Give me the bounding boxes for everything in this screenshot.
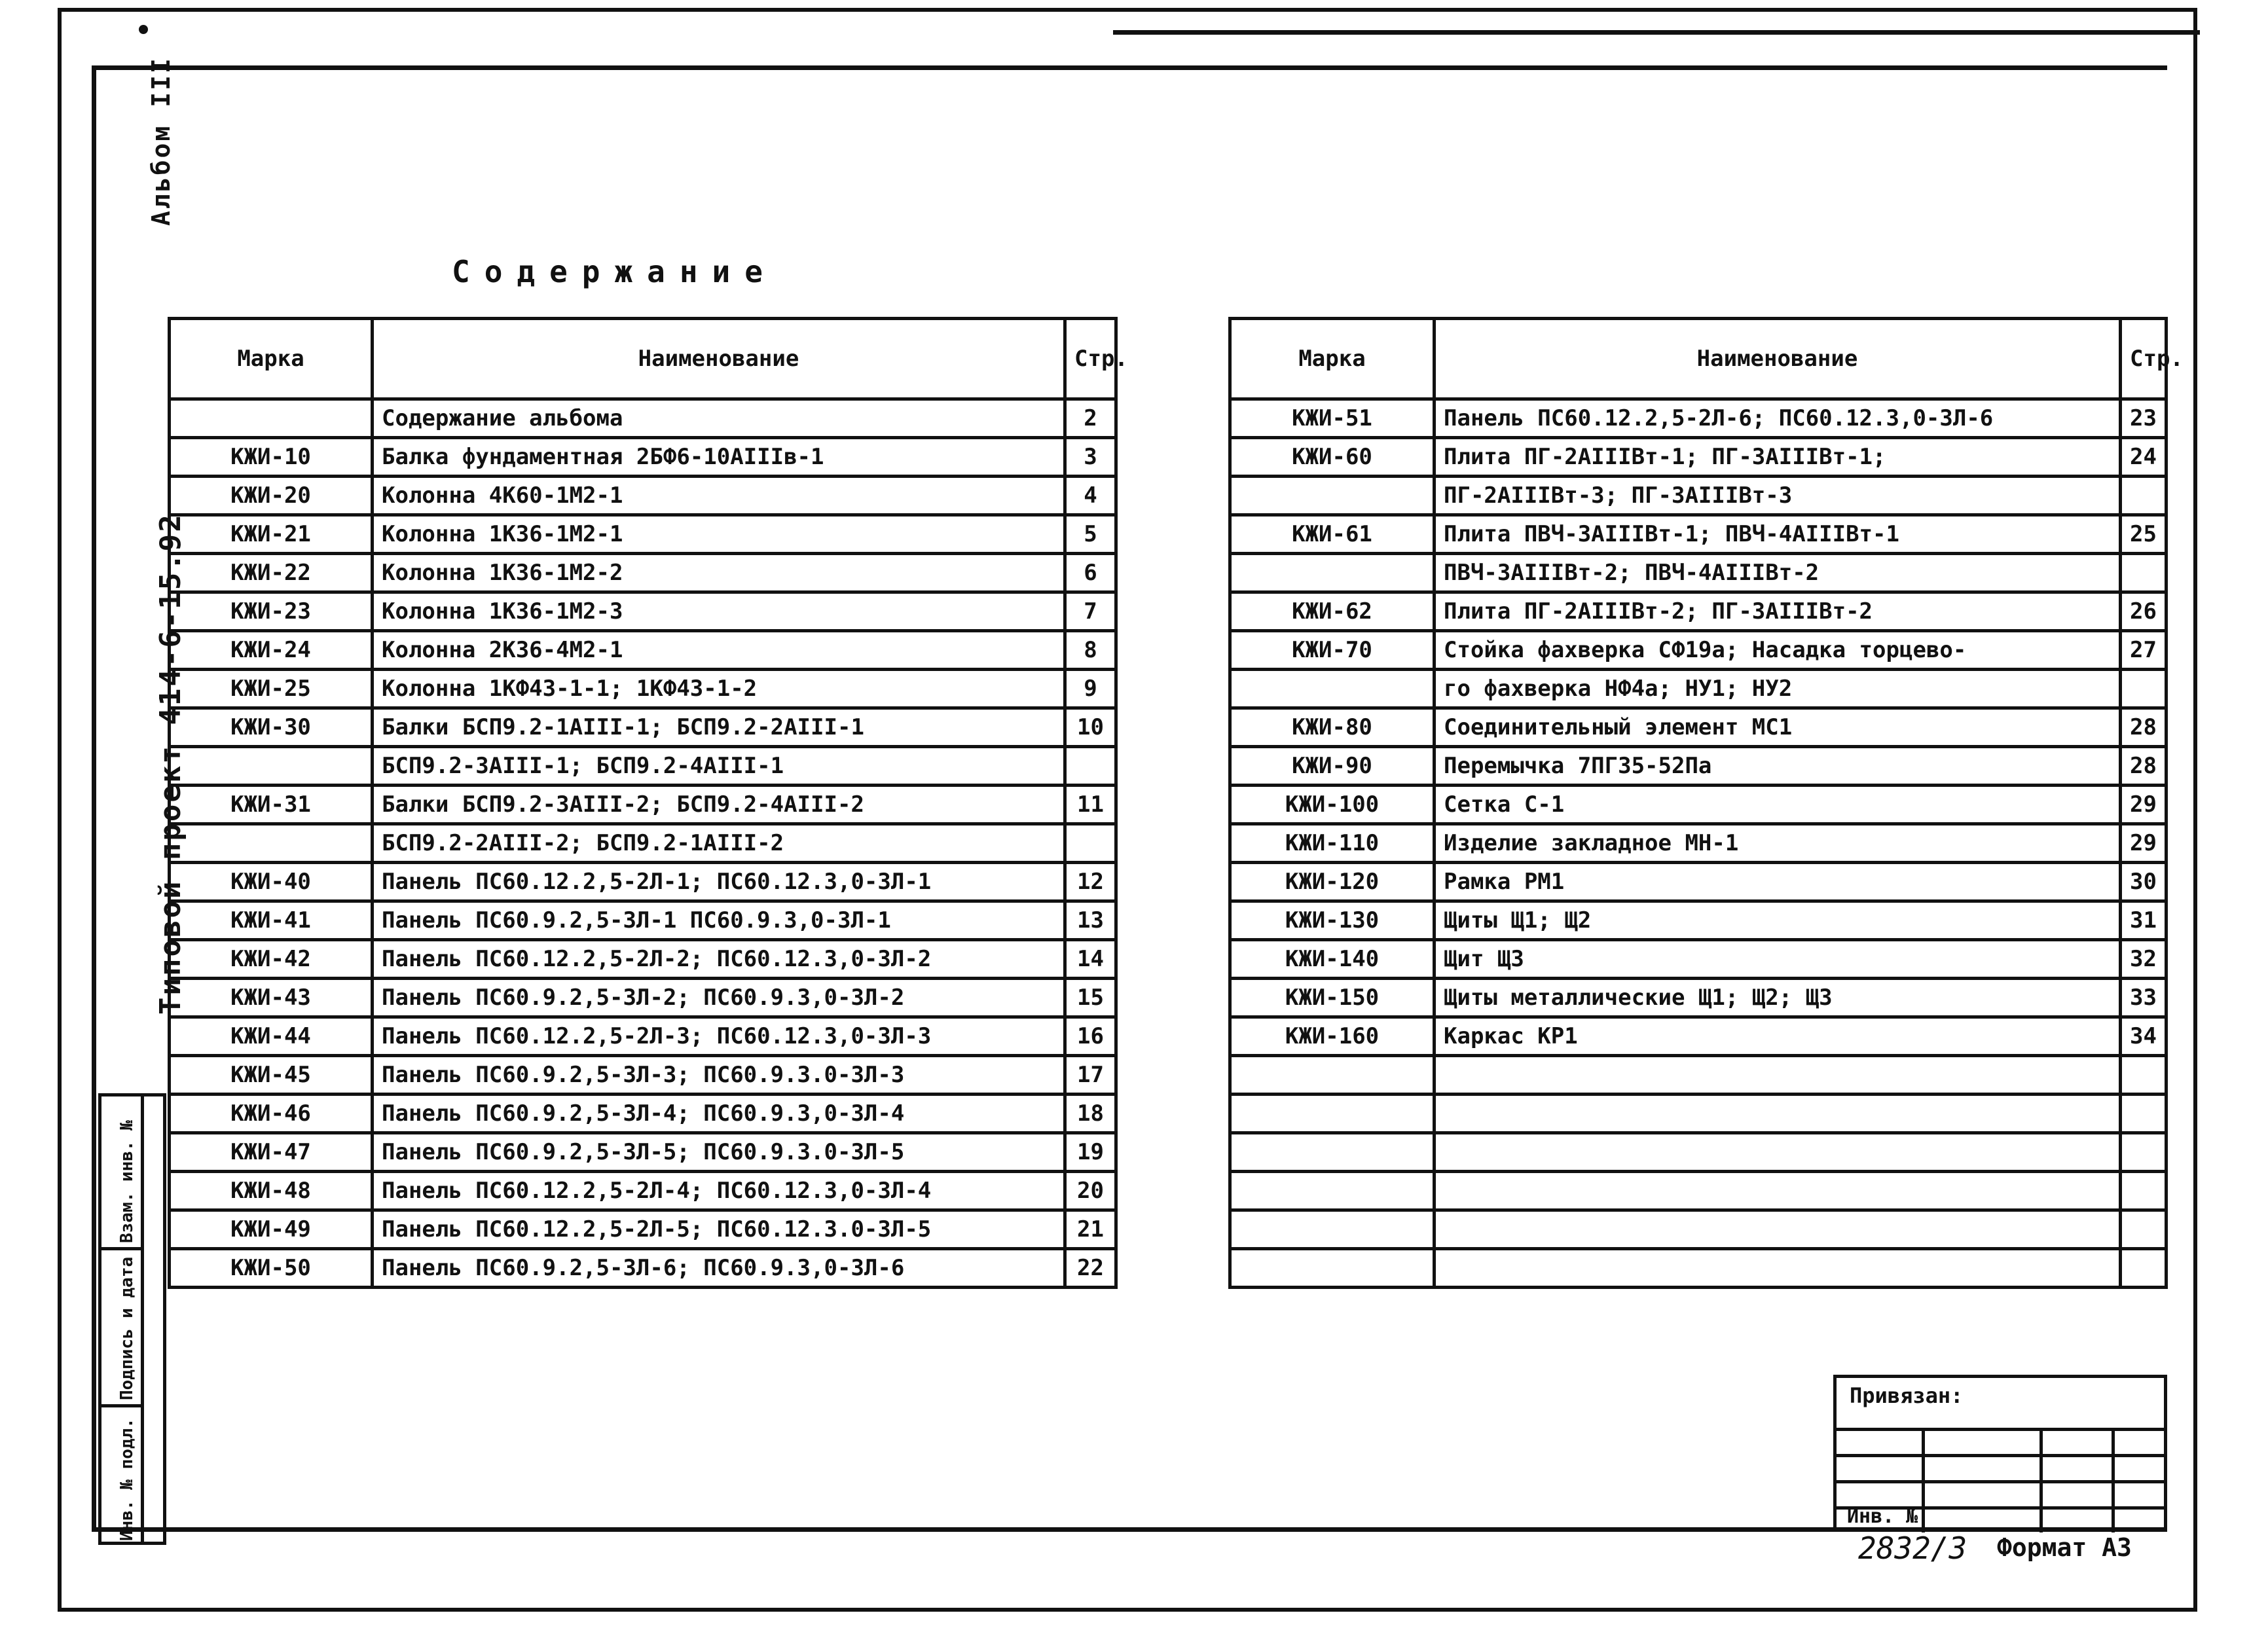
table-row — [1230, 1056, 2167, 1095]
header-name: Наименование — [1435, 319, 2121, 399]
row-page: 5 — [1065, 515, 1116, 554]
row-name: Панель ПС60.9.2,5-3Л-1 ПС60.9.3,0-3Л-1 — [373, 901, 1065, 940]
row-page: 31 — [2121, 901, 2167, 940]
row-page: 24 — [2121, 438, 2167, 477]
row-mark: КЖИ-50 — [170, 1249, 373, 1288]
row-name: Стойка фахверка СФ19а; Насадка торцево- — [1435, 631, 2121, 670]
table-row — [1230, 670, 2167, 708]
row-mark: КЖИ-49 — [170, 1210, 373, 1249]
row-page: 28 — [2121, 708, 2167, 747]
row-mark: КЖИ-100 — [1230, 786, 1435, 824]
album-label: Альбом III — [147, 56, 175, 226]
row-name: Колонна 1К36-1М2-3 — [373, 592, 1065, 631]
stamp-original-inv: Инв. № подл. — [117, 1418, 137, 1541]
row-mark: КЖИ-70 — [1230, 631, 1435, 670]
row-mark: КЖИ-51 — [1230, 399, 1435, 438]
table-row — [1230, 1172, 2167, 1210]
table-row — [170, 554, 1116, 592]
row-name: Панель ПС60.9.2,5-3Л-2; ПС60.9.3,0-3Л-2 — [373, 979, 1065, 1017]
row-mark: КЖИ-47 — [170, 1133, 373, 1172]
table-row — [170, 438, 1116, 477]
row-page: 29 — [2121, 824, 2167, 863]
row-page: 20 — [1065, 1172, 1116, 1210]
row-mark — [1230, 1249, 1435, 1288]
table-row — [170, 901, 1116, 940]
row-page: 9 — [1065, 670, 1116, 708]
table-row — [1230, 708, 2167, 747]
table-row — [1230, 1133, 2167, 1172]
table-row — [170, 399, 1116, 438]
table-row — [170, 1210, 1116, 1249]
row-page: 30 — [2121, 863, 2167, 901]
row-page: 28 — [2121, 747, 2167, 786]
row-mark: КЖИ-10 — [170, 438, 373, 477]
row-page: 19 — [1065, 1133, 1116, 1172]
row-mark: КЖИ-62 — [1230, 592, 1435, 631]
row-name: Колонна 1КФ43-1-1; 1КФ43-1-2 — [373, 670, 1065, 708]
stamp-signature-date: Подпись и дата — [117, 1256, 137, 1400]
table-row — [170, 515, 1116, 554]
row-mark — [1230, 1172, 1435, 1210]
table-row — [170, 786, 1116, 824]
row-page — [2121, 1249, 2167, 1288]
row-mark: КЖИ-21 — [170, 515, 373, 554]
table-row — [1230, 515, 2167, 554]
document-number: 2832/3 — [1858, 1531, 1967, 1566]
row-name: БСП9.2-2АIII-2; БСП9.2-1АIII-2 — [373, 824, 1065, 863]
table-row — [170, 477, 1116, 515]
row-page: 34 — [2121, 1017, 2167, 1056]
row-page — [1065, 747, 1116, 786]
table-row — [170, 940, 1116, 979]
row-mark — [1230, 1056, 1435, 1095]
table-row — [1230, 940, 2167, 979]
table-header-row — [170, 319, 1116, 399]
stamp-cell-replace — [101, 1096, 141, 1247]
table-row — [1230, 979, 2167, 1017]
header-mark: Марка — [170, 319, 373, 399]
project-label: Типовой проект 414-6-15.92 — [154, 513, 187, 1015]
table-row — [170, 1017, 1116, 1056]
table-row — [170, 1249, 1116, 1288]
row-mark: КЖИ-43 — [170, 979, 373, 1017]
table-row — [170, 863, 1116, 901]
binding-row-line — [1837, 1454, 2164, 1457]
header-mark: Марка — [1230, 319, 1435, 399]
row-mark: КЖИ-44 — [170, 1017, 373, 1056]
row-page: 21 — [1065, 1210, 1116, 1249]
row-page — [2121, 670, 2167, 708]
contents-table-right — [1228, 317, 2184, 1289]
row-mark — [170, 747, 373, 786]
stamp-cell-signature — [101, 1247, 141, 1404]
row-name — [1435, 1172, 2121, 1210]
row-name: Изделие закладное МН-1 — [1435, 824, 2121, 863]
header-name: Наименование — [373, 319, 1065, 399]
row-page: 27 — [2121, 631, 2167, 670]
binding-inv-label: Инв. № — [1847, 1505, 1918, 1528]
row-mark: КЖИ-25 — [170, 670, 373, 708]
table-row — [1230, 747, 2167, 786]
row-name: Содержание альбома — [373, 399, 1065, 438]
binding-row-line — [1837, 1480, 2164, 1483]
row-name: Балки БСП9.2-3АIII-2; БСП9.2-4АIII-2 — [373, 786, 1065, 824]
row-name: го фахверка НФ4а; НУ1; НУ2 — [1435, 670, 2121, 708]
row-name: БСП9.2-3АIII-1; БСП9.2-4АIII-1 — [373, 747, 1065, 786]
corner-mark — [139, 25, 148, 34]
binding-col-line — [2112, 1428, 2115, 1532]
row-name: Колонна 4К60-1М2-1 — [373, 477, 1065, 515]
table-row — [1230, 1017, 2167, 1056]
row-page: 33 — [2121, 979, 2167, 1017]
row-mark: КЖИ-120 — [1230, 863, 1435, 901]
row-name: Панель ПС60.9.2,5-3Л-4; ПС60.9.3,0-3Л-4 — [373, 1095, 1065, 1133]
table-row — [170, 1056, 1116, 1095]
table-row — [1230, 438, 2167, 477]
row-page: 29 — [2121, 786, 2167, 824]
row-page: 25 — [2121, 515, 2167, 554]
table-row — [170, 592, 1116, 631]
row-name — [1435, 1133, 2121, 1172]
row-name — [1435, 1210, 2121, 1249]
row-mark: КЖИ-130 — [1230, 901, 1435, 940]
contents-table-left — [168, 317, 1128, 1289]
table-row — [1230, 901, 2167, 940]
row-mark — [1230, 670, 1435, 708]
row-mark: КЖИ-22 — [170, 554, 373, 592]
row-name: Плита ПГ-2АIIIВт-1; ПГ-3АIIIВт-1; — [1435, 438, 2121, 477]
row-page: 32 — [2121, 940, 2167, 979]
table-row — [170, 708, 1116, 747]
format-label: Формат А3 — [1997, 1533, 2132, 1562]
table-row — [170, 670, 1116, 708]
row-mark: КЖИ-30 — [170, 708, 373, 747]
table-row — [1230, 1249, 2167, 1288]
table-row — [1230, 786, 2167, 824]
stamp-divider — [141, 1096, 144, 1542]
page-title: Содержание — [452, 254, 777, 289]
row-name: Колонна 1К36-1М2-2 — [373, 554, 1065, 592]
row-mark: КЖИ-61 — [1230, 515, 1435, 554]
table-row — [1230, 477, 2167, 515]
row-name: Панель ПС60.9.2,5-3Л-5; ПС60.9.3.0-3Л-5 — [373, 1133, 1065, 1172]
row-page: 10 — [1065, 708, 1116, 747]
row-name: Каркас КР1 — [1435, 1017, 2121, 1056]
binding-col-line — [2039, 1428, 2043, 1532]
table-row — [1230, 592, 2167, 631]
binding-label: Привязан: — [1850, 1383, 1964, 1408]
row-page: 12 — [1065, 863, 1116, 901]
row-page — [2121, 477, 2167, 515]
row-name: ПВЧ-3АIIIВт-2; ПВЧ-4АIIIВт-2 — [1435, 554, 2121, 592]
row-mark: КЖИ-40 — [170, 863, 373, 901]
row-mark: КЖИ-110 — [1230, 824, 1435, 863]
table-row — [1230, 1095, 2167, 1133]
row-name: Панель ПС60.12.2,5-2Л-5; ПС60.12.3.0-3Л-5 — [373, 1210, 1065, 1249]
row-name: Перемычка 7ПГ35-52Па — [1435, 747, 2121, 786]
row-page: 26 — [2121, 592, 2167, 631]
row-mark: КЖИ-60 — [1230, 438, 1435, 477]
row-mark — [1230, 1210, 1435, 1249]
table-row — [1230, 399, 2167, 438]
table-row — [1230, 631, 2167, 670]
row-name: Панель ПС60.9.2,5-3Л-3; ПС60.9.3.0-3Л-3 — [373, 1056, 1065, 1095]
binding-box — [1833, 1375, 2167, 1532]
row-page: 6 — [1065, 554, 1116, 592]
row-page — [2121, 1210, 2167, 1249]
row-mark — [170, 824, 373, 863]
row-page: 3 — [1065, 438, 1116, 477]
row-mark: КЖИ-41 — [170, 901, 373, 940]
row-mark: КЖИ-80 — [1230, 708, 1435, 747]
row-name — [1435, 1056, 2121, 1095]
row-page: 18 — [1065, 1095, 1116, 1133]
row-page: 8 — [1065, 631, 1116, 670]
row-name: Балки БСП9.2-1АIII-1; БСП9.2-2АIII-1 — [373, 708, 1065, 747]
row-mark: КЖИ-31 — [170, 786, 373, 824]
row-name: Соединительный элемент МС1 — [1435, 708, 2121, 747]
row-mark: КЖИ-140 — [1230, 940, 1435, 979]
row-mark: КЖИ-42 — [170, 940, 373, 979]
row-mark: КЖИ-24 — [170, 631, 373, 670]
table-row — [170, 824, 1116, 863]
table-row — [170, 1095, 1116, 1133]
binding-row-line — [1837, 1428, 2164, 1431]
table-row — [170, 1172, 1116, 1210]
row-page: 16 — [1065, 1017, 1116, 1056]
row-name: Щит Щ3 — [1435, 940, 2121, 979]
row-name: Панель ПС60.12.2,5-2Л-1; ПС60.12.3,0-3Л-1 — [373, 863, 1065, 901]
row-page: 15 — [1065, 979, 1116, 1017]
row-page — [2121, 554, 2167, 592]
row-name: Панель ПС60.12.2,5-2Л-4; ПС60.12.3,0-3Л-4 — [373, 1172, 1065, 1210]
row-mark: КЖИ-23 — [170, 592, 373, 631]
row-name: Панель ПС60.9.2,5-3Л-6; ПС60.9.3,0-3Л-6 — [373, 1249, 1065, 1288]
row-mark — [1230, 1095, 1435, 1133]
table-row — [1230, 863, 2167, 901]
row-mark — [1230, 554, 1435, 592]
row-name: Колонна 2К36-4М2-1 — [373, 631, 1065, 670]
row-page: 11 — [1065, 786, 1116, 824]
binding-col-line — [1922, 1428, 1925, 1532]
table-row — [170, 1133, 1116, 1172]
row-mark: КЖИ-160 — [1230, 1017, 1435, 1056]
row-page: 7 — [1065, 592, 1116, 631]
row-page: 13 — [1065, 901, 1116, 940]
row-page: 2 — [1065, 399, 1116, 438]
row-name: Щиты Щ1; Щ2 — [1435, 901, 2121, 940]
row-name — [1435, 1095, 2121, 1133]
row-page: 14 — [1065, 940, 1116, 979]
row-name: Колонна 1К36-1М2-1 — [373, 515, 1065, 554]
row-name: Панель ПС60.12.2,5-2Л-6; ПС60.12.3,0-3Л-6 — [1435, 399, 2121, 438]
row-mark: КЖИ-48 — [170, 1172, 373, 1210]
row-name: Балка фундаментная 2БФ6-10АIIIв-1 — [373, 438, 1065, 477]
row-name — [1435, 1249, 2121, 1288]
stamp-replace-inv: Взам. инв. № — [117, 1120, 137, 1243]
row-name: Сетка С-1 — [1435, 786, 2121, 824]
table-row — [1230, 554, 2167, 592]
row-name: ПГ-2АIIIВт-3; ПГ-3АIIIВт-3 — [1435, 477, 2121, 515]
top-border-line — [1113, 30, 2200, 35]
header-page: Стр. — [1065, 319, 1116, 399]
table-row — [170, 631, 1116, 670]
table-row — [170, 747, 1116, 786]
approval-stamp — [98, 1093, 166, 1545]
row-mark — [1230, 1133, 1435, 1172]
row-page: 22 — [1065, 1249, 1116, 1288]
row-name: Щиты металлические Щ1; Щ2; Щ3 — [1435, 979, 2121, 1017]
row-page: 23 — [2121, 399, 2167, 438]
table-row — [1230, 1210, 2167, 1249]
row-name: Плита ПГ-2АIIIВт-2; ПГ-3АIIIВт-2 — [1435, 592, 2121, 631]
row-mark: КЖИ-20 — [170, 477, 373, 515]
row-page: 17 — [1065, 1056, 1116, 1095]
row-page — [2121, 1056, 2167, 1095]
table-row — [1230, 824, 2167, 863]
row-mark — [170, 399, 373, 438]
table-row — [170, 979, 1116, 1017]
row-page — [1065, 824, 1116, 863]
row-page: 4 — [1065, 477, 1116, 515]
row-name: Панель ПС60.12.2,5-2Л-2; ПС60.12.3,0-3Л-2 — [373, 940, 1065, 979]
row-page — [2121, 1133, 2167, 1172]
row-name: Плита ПВЧ-3АIIIВт-1; ПВЧ-4АIIIВт-1 — [1435, 515, 2121, 554]
row-name: Рамка РМ1 — [1435, 863, 2121, 901]
header-page: Стр. — [2121, 319, 2167, 399]
row-name: Панель ПС60.12.2,5-2Л-3; ПС60.12.3,0-3Л-3 — [373, 1017, 1065, 1056]
row-mark: КЖИ-90 — [1230, 747, 1435, 786]
row-mark — [1230, 477, 1435, 515]
row-mark: КЖИ-150 — [1230, 979, 1435, 1017]
row-page — [2121, 1095, 2167, 1133]
row-mark: КЖИ-45 — [170, 1056, 373, 1095]
row-page — [2121, 1172, 2167, 1210]
table-header-row — [1230, 319, 2167, 399]
stamp-cell-original — [101, 1404, 141, 1545]
row-mark: КЖИ-46 — [170, 1095, 373, 1133]
